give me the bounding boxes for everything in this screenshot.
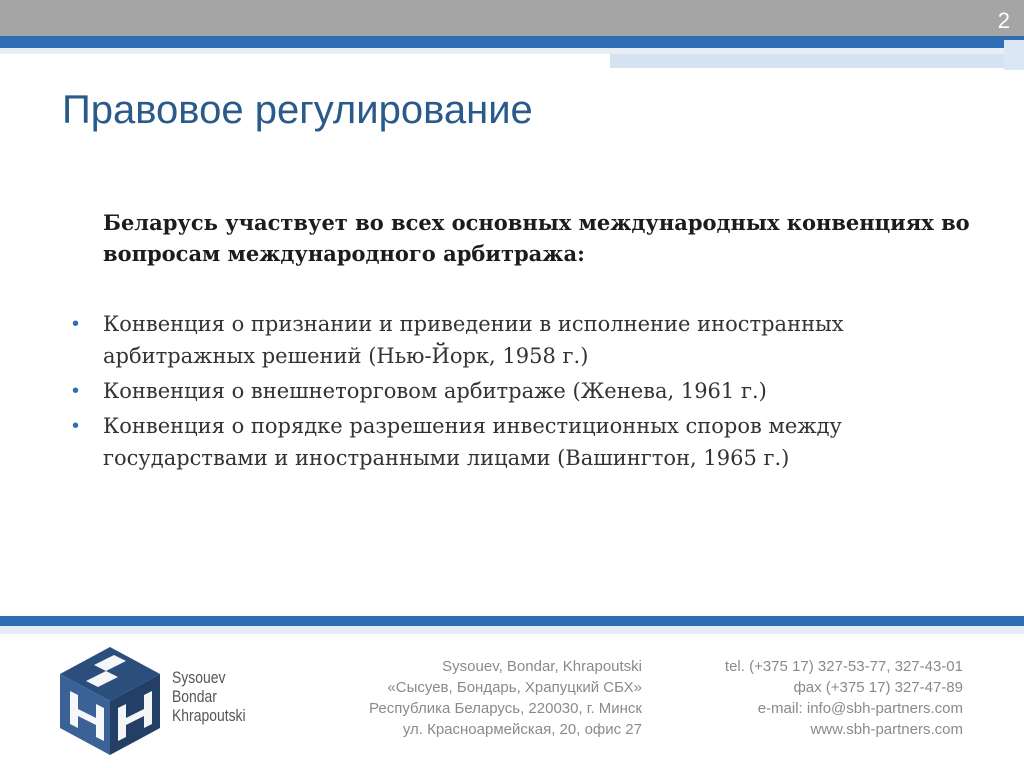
list-item-text: Конвенция о признании и приведении в исполнение иностранных арбитражных решений (Нью-Йорк, 1958 г.) [103, 312, 844, 368]
convention-list [70, 308, 930, 477]
sbh-logo-icon [56, 645, 164, 757]
footer-email: e-mail: info@sbh-partners.com [757, 700, 963, 717]
footer-line: Sysouev, Bondar, Khrapoutski [442, 658, 642, 675]
top-gray-band [0, 0, 1024, 36]
footer-website: www.sbh-partners.com [810, 721, 963, 738]
list-item [70, 375, 930, 407]
logo-line: Bondar [172, 687, 217, 706]
bottom-blue-stripe [0, 616, 1024, 626]
list-item-text: Конвенция о внешнеторговом арбитраже (Женева, 1961 г.) [103, 379, 767, 403]
bullet-icon: • [72, 313, 80, 335]
footer-address [300, 656, 642, 740]
top-light-stripe-right [610, 54, 1024, 68]
footer-line: «Сысуев, Бондарь, Храпуцкий СБХ» [387, 679, 642, 696]
slide-number: 2 [997, 8, 1010, 33]
intro-paragraph: Беларусь участвует во всех основных международных конвенциях во вопросам международного арбитража: [103, 210, 970, 266]
bullet-icon: • [72, 415, 80, 437]
logo-line: Khrapoutski [172, 706, 246, 725]
bullet-icon: • [72, 380, 80, 402]
slide-title: Правовое регулирование [62, 88, 533, 132]
list-item [70, 410, 930, 474]
footer-phone: tel. (+375 17) 327-53-77, 327-43-01 [724, 658, 963, 675]
footer-contacts [660, 656, 963, 740]
footer-line: Республика Беларусь, 220030, г. Минск [369, 700, 642, 717]
logo-line: Sysouev [172, 668, 226, 687]
list-item [70, 308, 930, 372]
footer-fax: фах (+375 17) 327-47-89 [793, 679, 963, 696]
top-light-corner [1004, 40, 1024, 70]
top-blue-stripe [0, 36, 1024, 48]
bottom-light-stripe [0, 626, 1024, 634]
footer-line: ул. Красноармейская, 20, офис 27 [402, 721, 642, 738]
logo-wordmark [172, 668, 262, 725]
list-item-text: Конвенция о порядке разрешения инвестиционных споров между государствами и иностранными лицами (Вашингтон, 1965 г.) [103, 414, 842, 470]
